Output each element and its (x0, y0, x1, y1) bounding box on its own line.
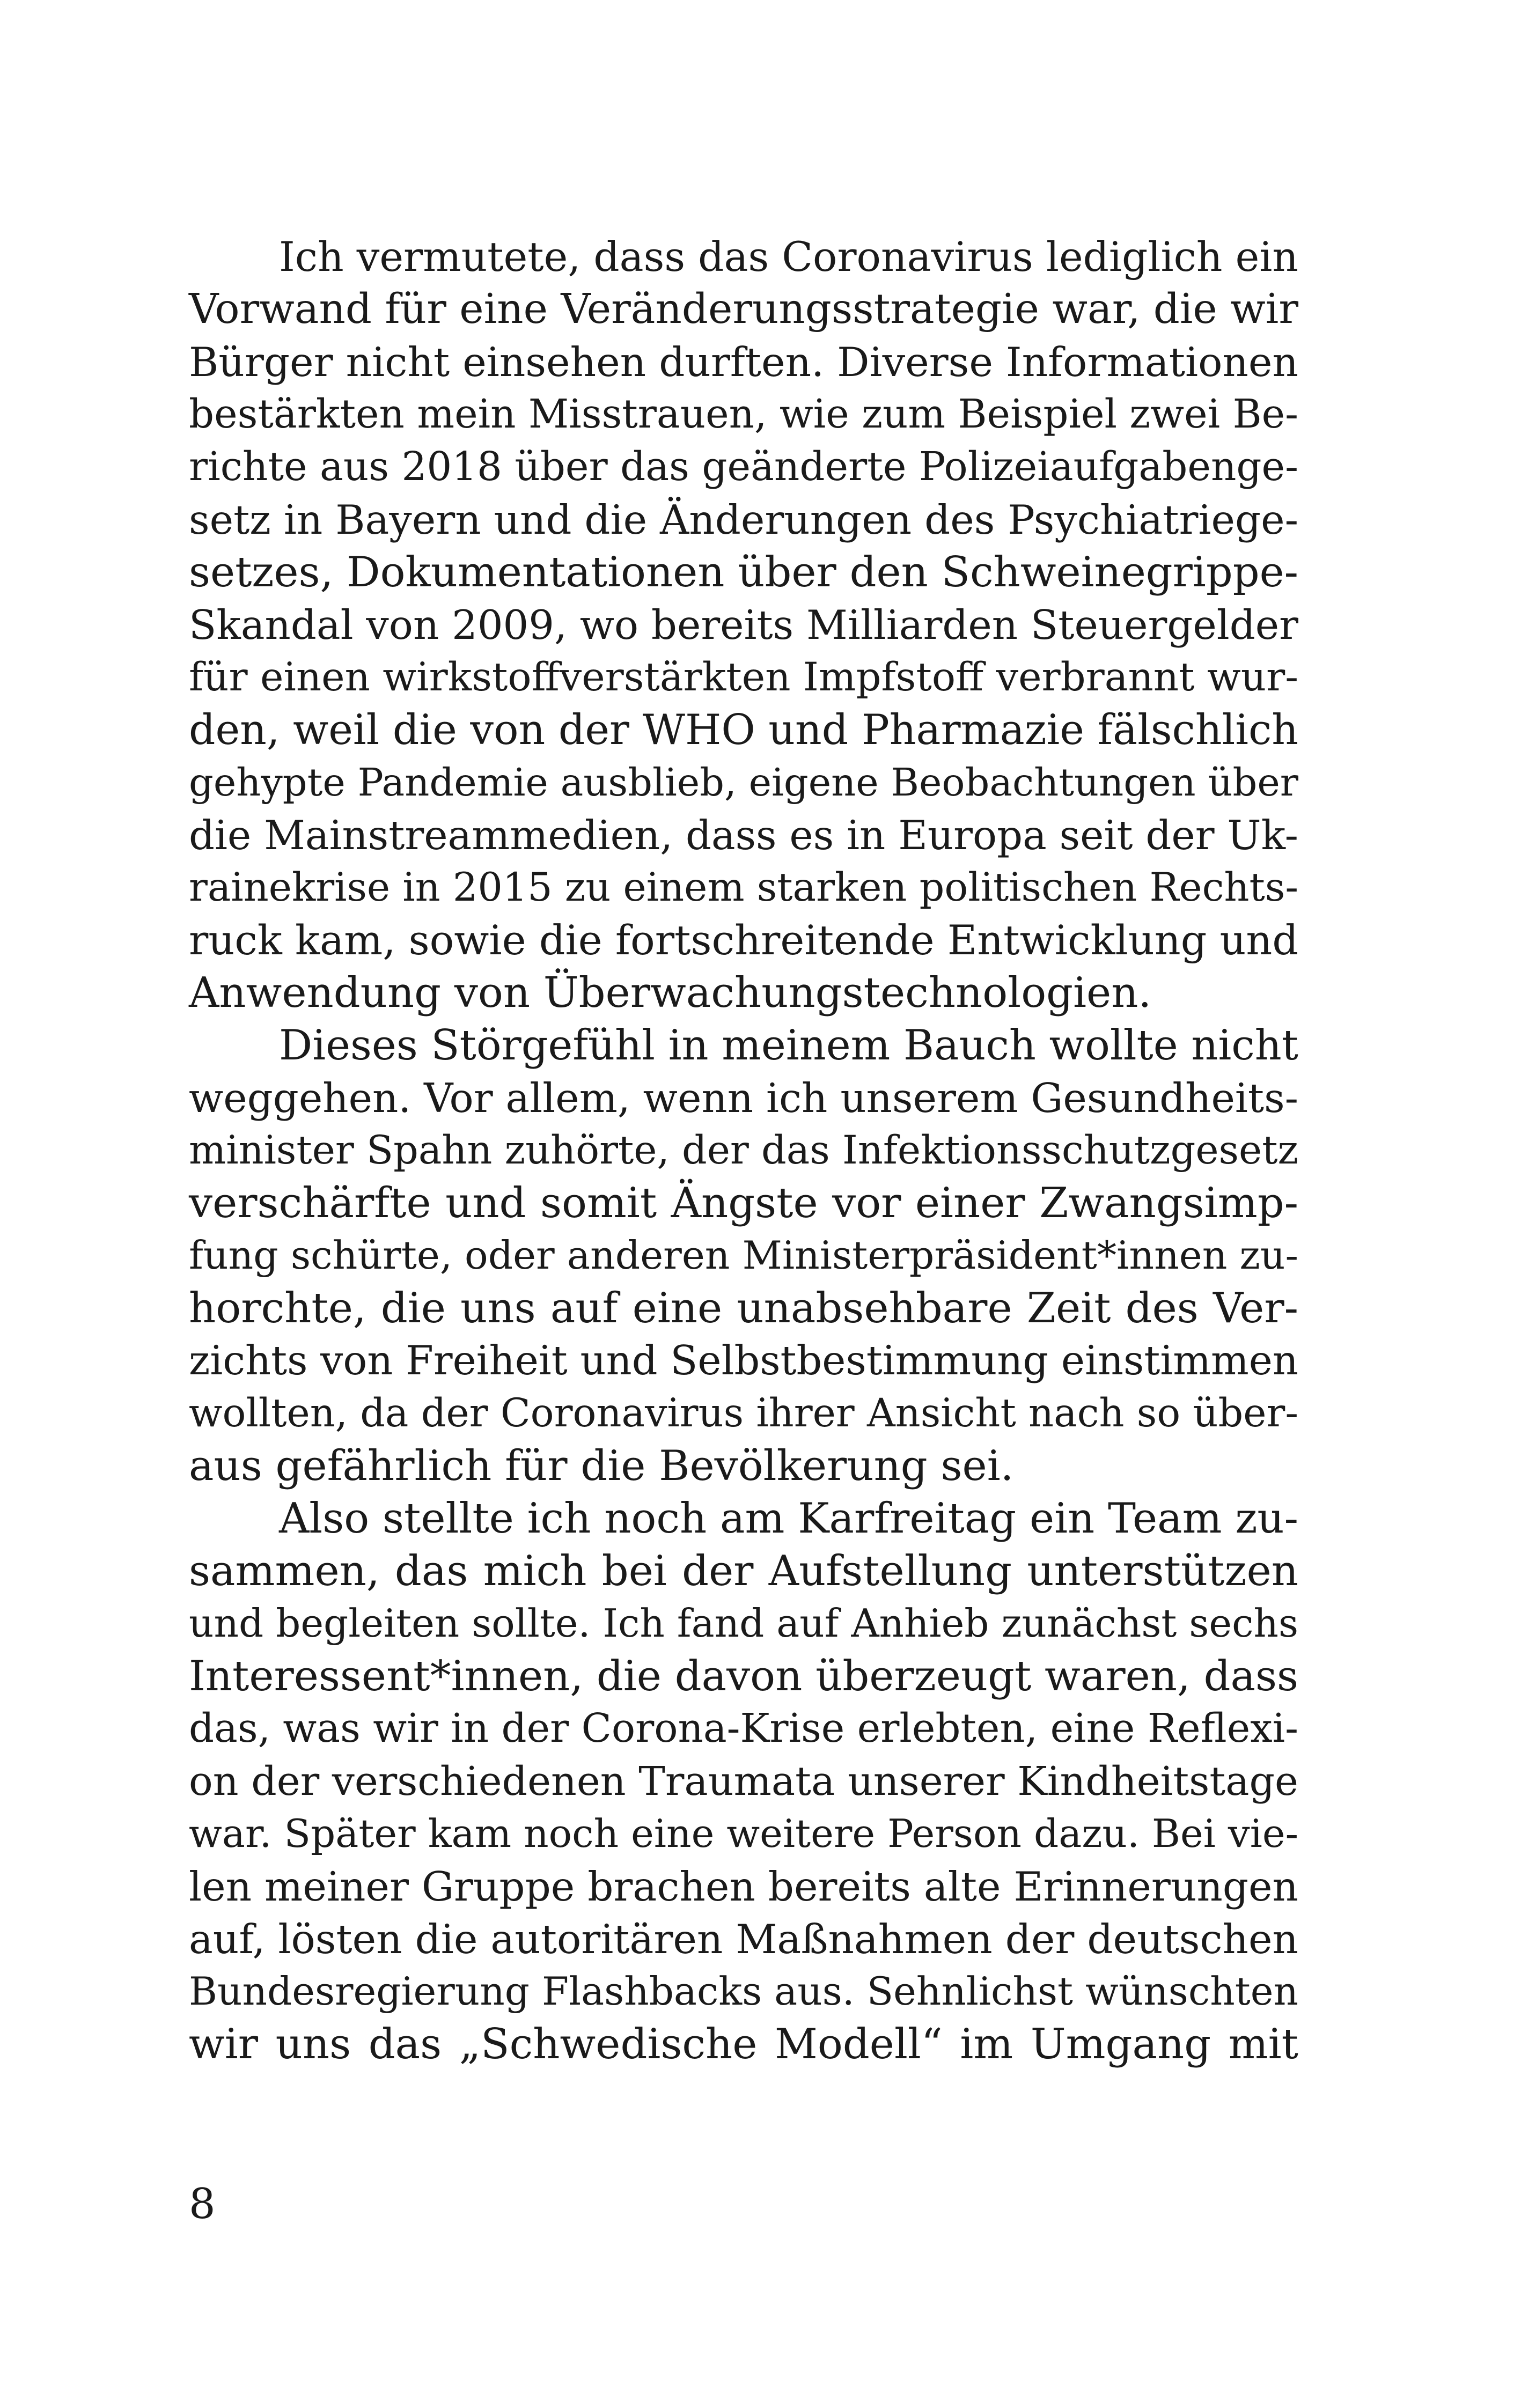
text-line: verschärfte und somit Ängste vor einer Zwangsimp- (189, 1179, 1298, 1227)
text-line: und begleiten sollte. Ich fand auf Anhieb zunächst sechs (189, 1601, 1298, 1646)
text-line: wollten, da der Coronavirus ihrer Ansicht nach so über- (189, 1390, 1298, 1436)
text-line: on der verschiedenen Traumata unserer Kindheitstage (189, 1758, 1298, 1805)
text-line: horchte, die uns auf eine unabsehbare Zeit des Ver- (189, 1284, 1298, 1332)
text-line: minister Spahn zuhörte, der das Infektionsschutzgesetz (189, 1128, 1298, 1173)
text-line: Skandal von 2009, wo bereits Milliarden Steuergelder (189, 601, 1298, 649)
text-line: fung schürte, oder anderen Ministerpräsident*innen zu- (189, 1233, 1298, 1278)
text-line: ruck kam, sowie die fortschreitende Entwicklung und (189, 916, 1298, 964)
text-line: Ich vermutete, dass das Coronavirus lediglich ein (279, 233, 1298, 281)
text-line: rainekrise in 2015 zu einem starken politischen Rechts- (189, 865, 1298, 910)
text-line: Anwendung von Überwachungstechnologien. (189, 969, 1152, 1017)
text-line: das, was wir in der Corona-Krise erlebten, eine Reflexi- (189, 1706, 1298, 1751)
text-line: sammen, das mich bei der Aufstellung unterstützen (189, 1547, 1298, 1595)
text-line: gehypte Pandemie ausblieb, eigene Beobachtungen über (189, 760, 1298, 805)
text-line: setz in Bayern und die Änderungen des Psychiatriege- (189, 496, 1298, 543)
text-line: wir uns das „Schwedische Modell“ im Umgang mit (189, 2020, 1298, 2068)
text-line: Dieses Störgefühl in meinem Bauch wollte nicht (279, 1021, 1298, 1070)
text-line: Interessent*innen, die davon überzeugt waren, dass (189, 1652, 1298, 1700)
body-text (189, 231, 1298, 2071)
text-line: den, weil die von der WHO und Pharmazie fälschlich (189, 706, 1298, 754)
text-line: setzes, Dokumentationen über den Schweinegrippe- (189, 548, 1298, 597)
text-line: bestärkten mein Misstrauen, wie zum Beispiel zwei Be- (189, 392, 1298, 437)
text-line: zichts von Freiheit und Selbstbestimmung einstimmen (189, 1337, 1298, 1384)
text-line: weggehen. Vor allem, wenn ich unserem Gesundheits- (189, 1074, 1298, 1122)
text-line: aus gefährlich für die Bevölkerung sei. (189, 1442, 1014, 1490)
text-line: für einen wirkstoffverstärkten Impfstoff verbrannt wur- (189, 654, 1298, 700)
text-line: war. Später kam noch eine weitere Person dazu. Bei vie- (189, 1811, 1298, 1857)
text-line: Bürger nicht einsehen durften. Diverse Informationen (189, 338, 1298, 386)
text-line: Vorwand für eine Veränderungsstrategie war, die wir (189, 285, 1298, 333)
text-line: die Mainstreammedien, dass es in Europa seit der Uk- (189, 812, 1298, 859)
text-line: auf, lösten die autoritären Maßnahmen der deutschen (189, 1916, 1298, 1963)
text-line: len meiner Gruppe brachen bereits alte Erinnerungen (189, 1863, 1298, 1910)
page-number: 8 (189, 2180, 216, 2228)
text-line: Bundesregierung Flashbacks aus. Sehnlichst wünschten (189, 1969, 1298, 2014)
text-line: richte aus 2018 über das geänderte Polizeiaufgabenge- (189, 444, 1298, 490)
text-line: Also stellte ich noch am Karfreitag ein Team zu- (279, 1494, 1298, 1543)
